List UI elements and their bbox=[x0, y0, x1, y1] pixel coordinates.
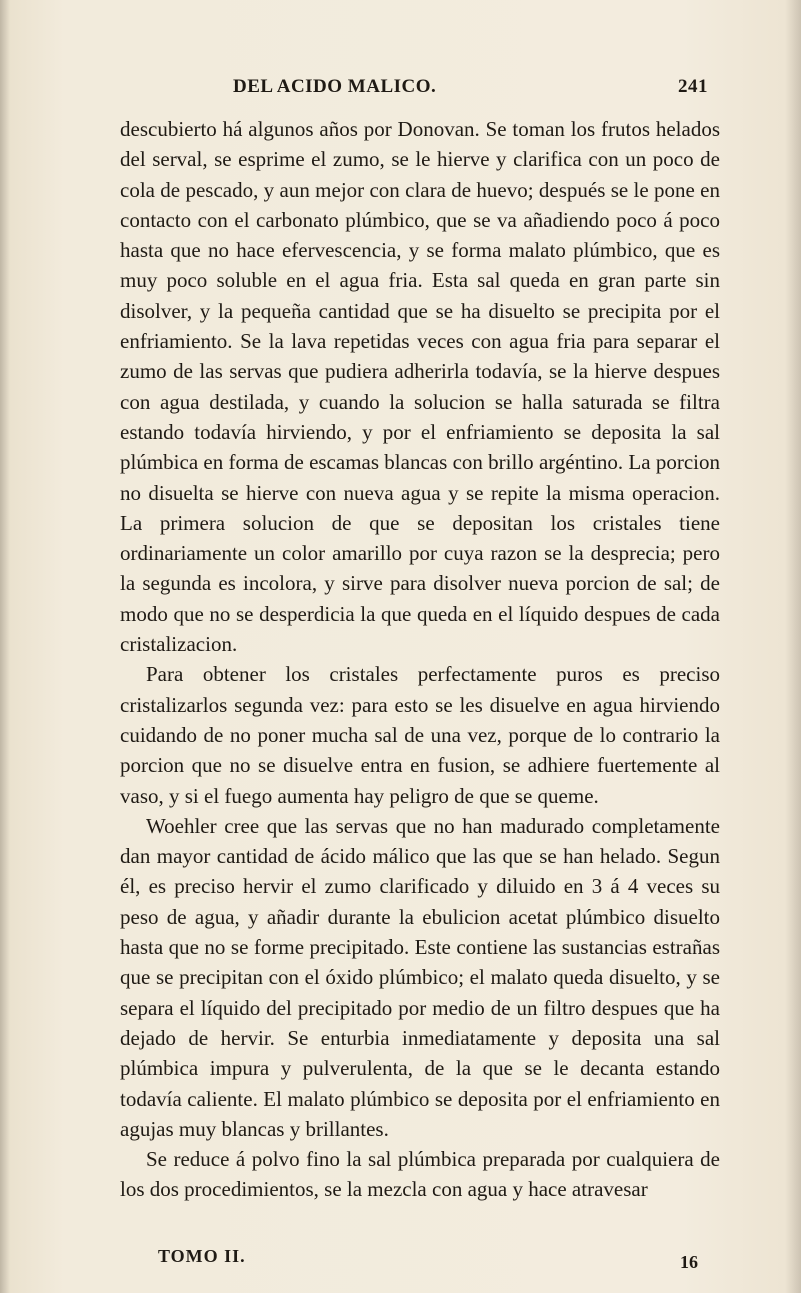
page-right-edge-shadow bbox=[785, 0, 801, 1293]
running-title: DEL ACIDO MALICO. bbox=[233, 76, 437, 97]
body-text bbox=[120, 114, 720, 1205]
volume-label: TOMO II. bbox=[158, 1246, 246, 1266]
page-left-edge-shadow bbox=[0, 0, 10, 1293]
footer bbox=[158, 1246, 698, 1270]
paragraph-3: Woehler cree que las servas que no han madurado completamente dan mayor cantidad de ácido málico que las que se han helado. Segun él, es preciso hervir el zumo clarificado y diluido en 3 á 4 veces su peso de agua, y añadir durante la ebulicion acetat plúmbico disuelto hasta que no se forme precipitado. Este contiene las sustancias estrañas que se precipitan con el óxido plúmbico; el malato queda disuelto, y se separa el líquido del precipitado por medio de un filtro despues que ha dejado de hervir. Se enturbia inmediatamente y deposita una sal plúmbica impura y pulverulenta, de la que se le decanta estando todavía caliente. El malato plúmbico se deposita por el enfriamiento en agujas muy blancas y brillantes. bbox=[120, 813, 720, 1141]
signature-mark: 16 bbox=[680, 1252, 698, 1272]
running-head bbox=[118, 76, 708, 100]
paragraph-1: descubierto há algunos años por Donovan. Se toman los frutos helados del serval, se esprime el zumo, se le hierve y clarifica con un poco de cola de pescado, y aun mejor con clara de huevo; después se le pone en contacto con el carbonato plúmbico, que se va añadiendo poco á poco hasta que no hace efervescencia, y se forma malato plúmbico, que es muy poco soluble en el agua fria. Esta sal queda en gran parte sin disolver, y la pequeña cantidad que se ha disuelto se precipita por el enfriamiento. Se la lava repetidas veces con agua fria para separar el zumo de las servas que pudiera adherirla todavía, se la hierve despues con agua destilada, y cuando la solucion se halla saturada se filtra estando todavía hirviendo, y por el enfriamiento se deposita la sal plúmbica en forma de escamas blancas con brillo argéntino. La porcion no disuelta se hierve con nueva agua y se repite la misma operacion. La primera solucion de que se depositan los cristales tiene ordinariamente un color amarillo por cuya razon se la desprecia; pero la segunda es incolora, y sirve para disolver nueva porcion de sal; de modo que no se desperdicia la que queda en el líquido despues de cada cristalizacion. bbox=[120, 117, 720, 657]
page-number: 241 bbox=[678, 76, 708, 97]
paragraph-2: Para obtener los cristales perfectamente puros es preciso cristalizarlos segunda vez: para esto se les disuelve en agua hirviendo cuidando de no poner mucha sal de una vez, porque de lo contrario la porcion que no se disuelve entra en fusion, se adhiere fuertemente al vaso, y si el fuego aumenta hay peligro de que se queme. bbox=[120, 662, 720, 808]
paragraph-4: Se reduce á polvo fino la sal plúmbica preparada por cualquiera de los dos procedimientos, se la mezcla con agua y hace atravesar bbox=[120, 1147, 720, 1202]
